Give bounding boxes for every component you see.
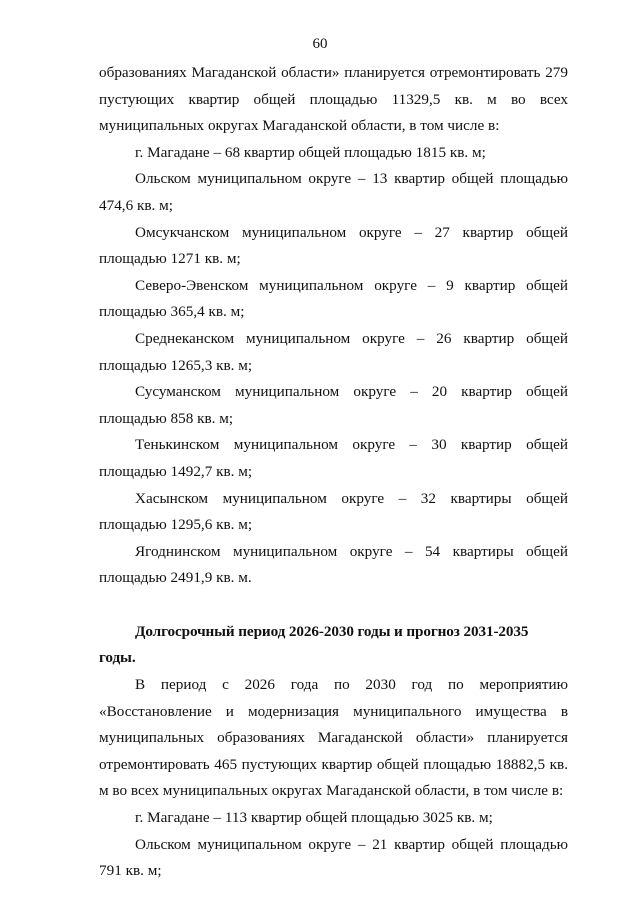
list-item-yagodninsky: Ягоднинском муниципальном округе – 54 квартиры общей площадью 2491,9 кв. м. bbox=[99, 542, 568, 587]
page-number: 60 bbox=[312, 36, 328, 52]
list-item-severo-evensky: Северо-Эвенском муниципальном округе – 9 квартир общей площадью 365,4 кв. м; bbox=[99, 276, 568, 321]
list-item-tenkinsky: Тенькинском муниципальном округе – 30 квартир общей площадью 1492,7 кв. м; bbox=[99, 436, 568, 480]
section1-intro-paragraph: образованиях Магаданской области» планируется отремонтировать 279 пустующих квартир общей площадью 11329,5 кв. м во всех муниципальных округах Магаданской области, в том числе в: bbox=[99, 64, 568, 135]
list-item-omsukchansky: Омсукчанском муниципальном округе – 27 квартир общей площадью 1271 кв. м; bbox=[99, 223, 568, 268]
list-item-olsky-2026: Ольском муниципальном округе – 21 квартир общей площадью 791 кв. м; bbox=[99, 835, 568, 880]
list-item-olsky: Ольском муниципальном округе – 13 квартир общей площадью 474,6 кв. м; bbox=[99, 170, 568, 214]
section-gap bbox=[99, 592, 568, 619]
list-item-srednekansky: Среднеканском муниципальном округе – 26 квартир общей площадью 1265,3 кв. м; bbox=[99, 329, 568, 374]
list-item-magadan-2026: г. Магадане – 113 квартир общей площадью 3025 кв. м; bbox=[135, 809, 493, 827]
list-item-susumansky: Сусуманском муниципальном округе – 20 квартир общей площадью 858 кв. м; bbox=[99, 383, 568, 427]
document-body bbox=[99, 60, 568, 885]
list-item-magadan: г. Магадане – 68 квартир общей площадью 1815 кв. м; bbox=[135, 143, 486, 161]
list-item-khasynsky: Хасынском муниципальном округе – 32 квартиры общей площадью 1295,6 кв. м; bbox=[99, 489, 568, 534]
section2-heading: Долгосрочный период 2026-2030 годы и прогноз 2031-2035 годы. bbox=[99, 622, 529, 667]
section2-intro-paragraph: В период с 2026 года по 2030 год по мероприятию «Восстановление и модернизация муниципального имущества в муниципальных образованиях Магаданской области» планируется отремонтировать 465 пустующих квартир общей площадью 18882,5 кв. м во всех муниципальных округах Магаданской области, в том числе в: bbox=[99, 676, 568, 800]
